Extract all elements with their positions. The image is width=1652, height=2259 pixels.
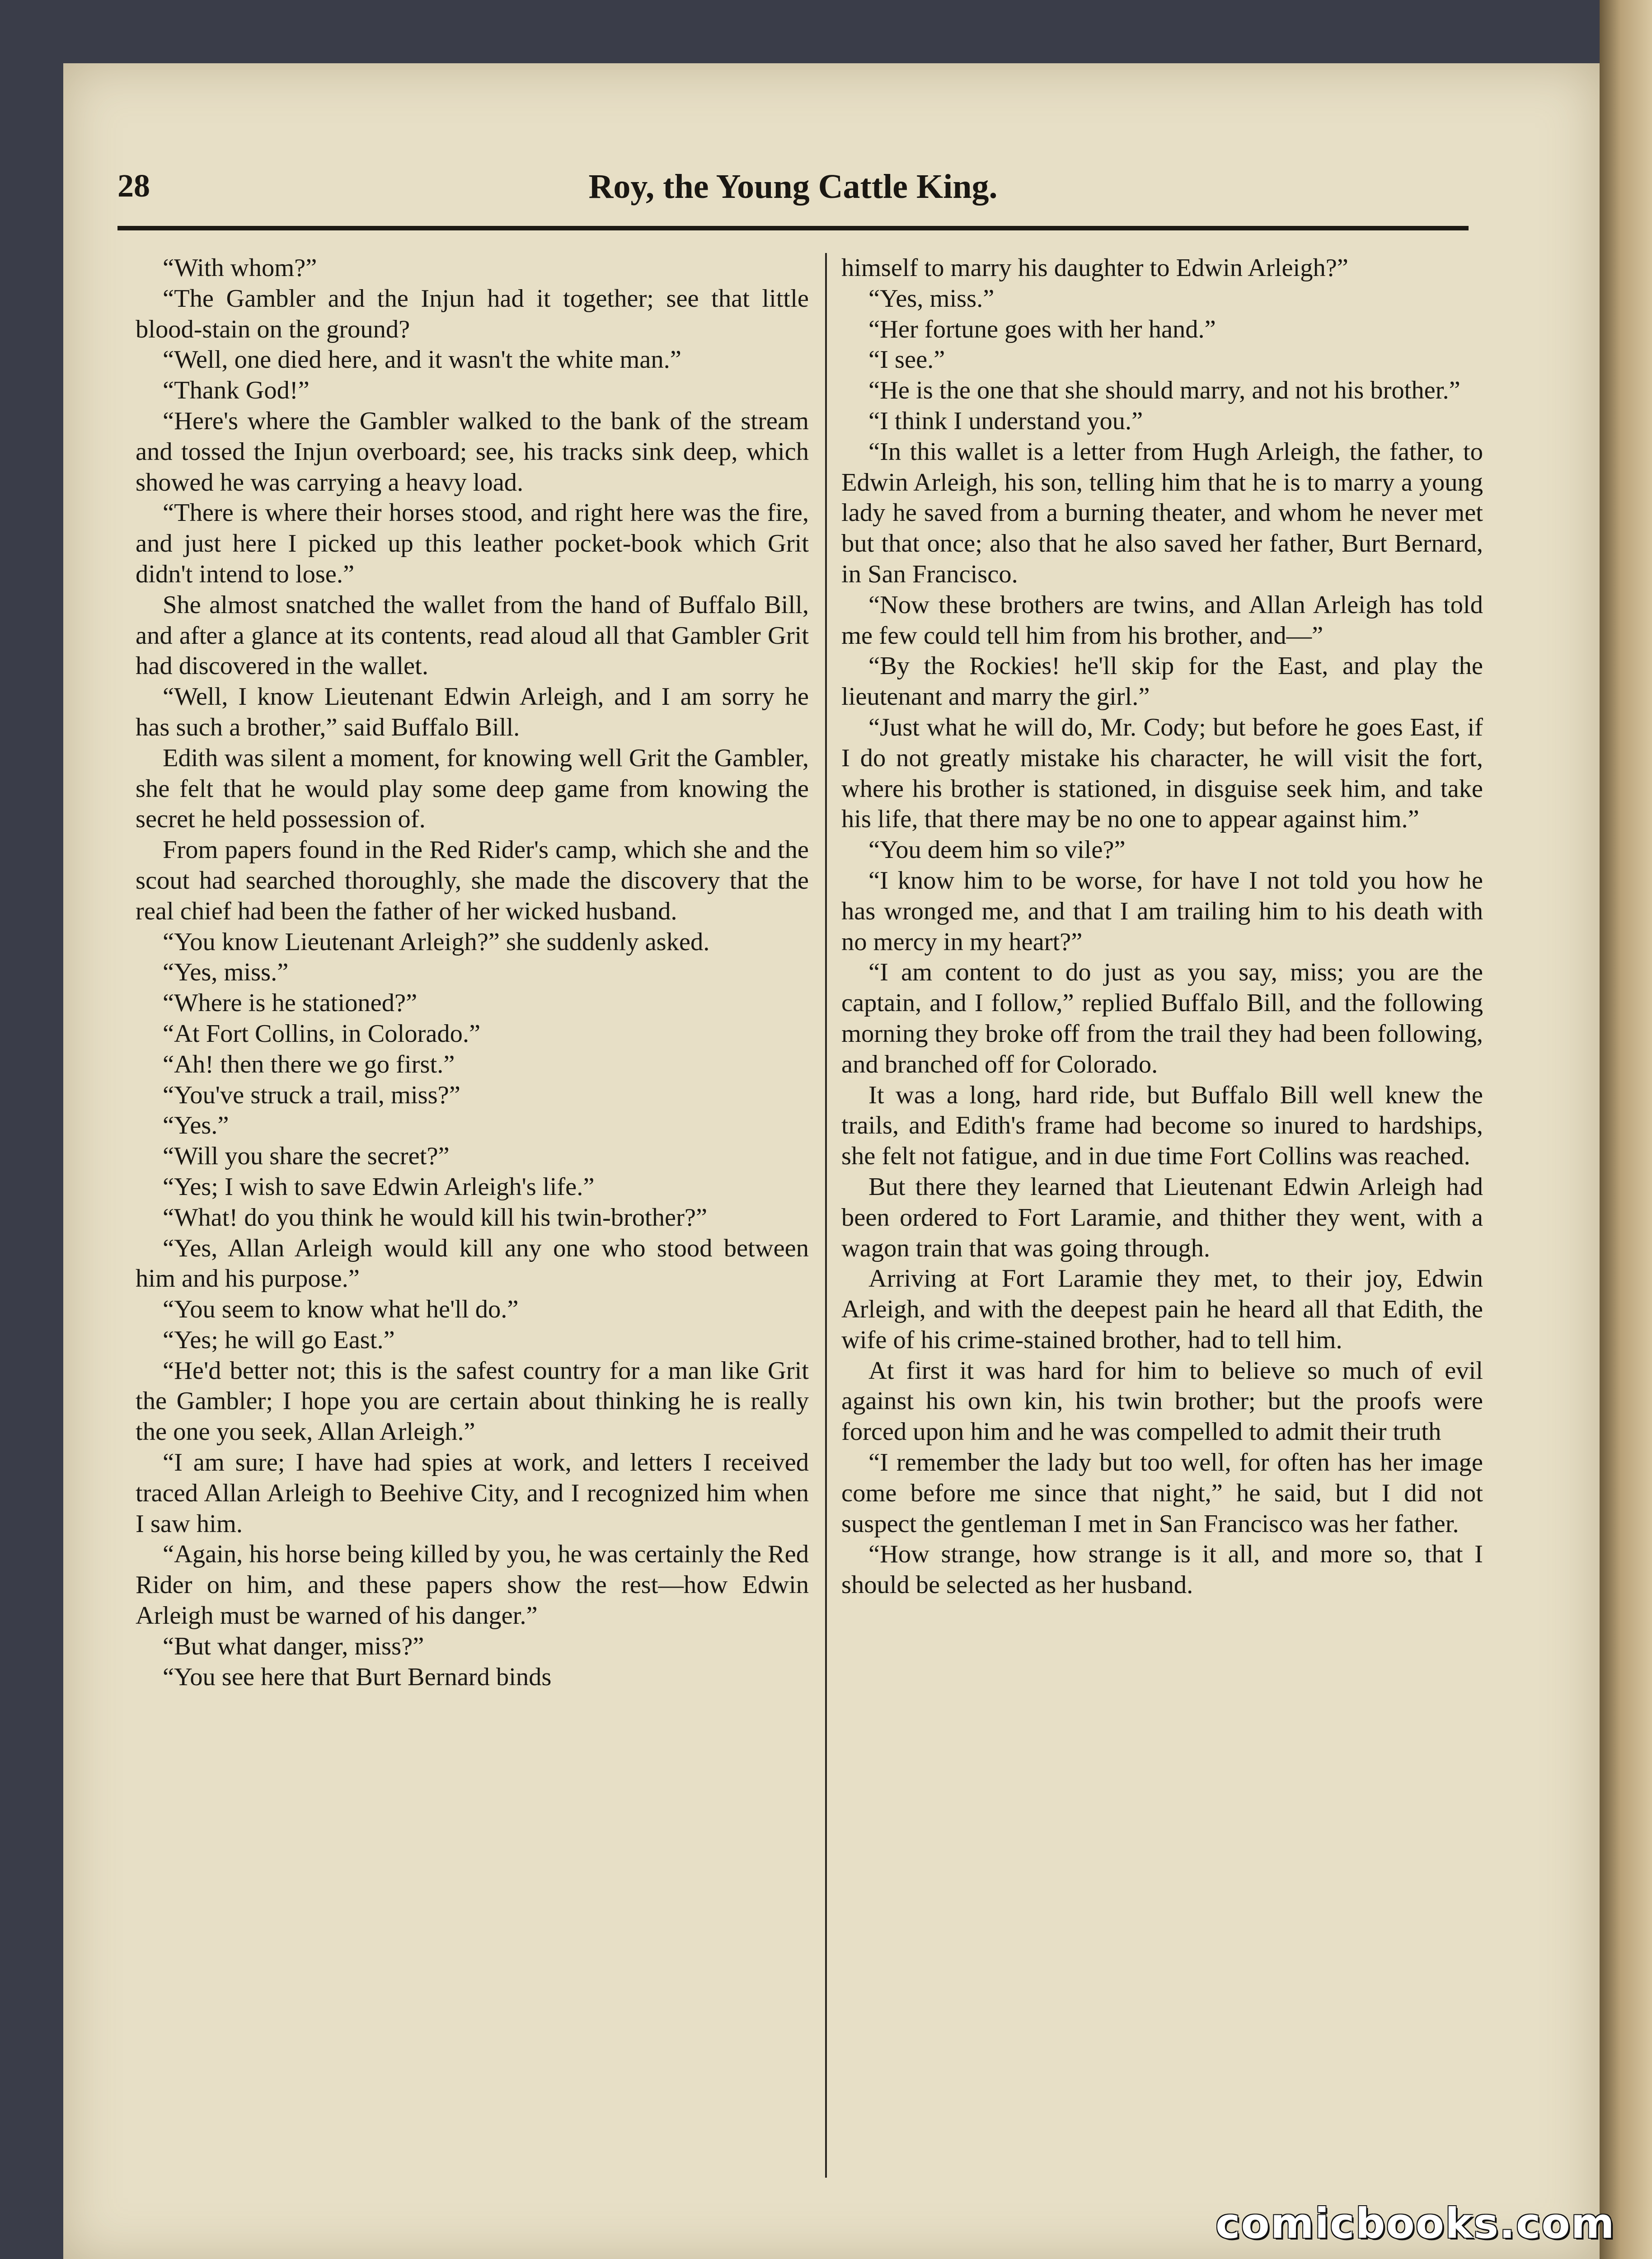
paragraph: From papers found in the Red Rider's camp, which she and the scout had searched thoroughly, she made the discovery that the real chief had been the father of her wicked husband. [136, 836, 809, 925]
paragraph: “I see.” [868, 346, 945, 374]
paragraph: “I think I understand you.” [868, 407, 1143, 435]
left-column [136, 253, 809, 2191]
paragraph: “Again, his horse being killed by you, he was certainly the Red Rider on him, and these papers show the rest—how Edwin Arleigh must be warned of his danger.” [136, 1540, 809, 1630]
paragraph: At first it was hard for him to believe so much of evil against his own kin, his twin brother; but the proofs were forced upon him and he was compelled to admit their truth [841, 1356, 1483, 1446]
paragraph: “At Fort Collins, in Colorado.” [163, 1019, 481, 1048]
paragraph: “Well, one died here, and it wasn't the white man.” [163, 346, 681, 374]
paragraph: “Just what he will do, Mr. Cody; but before he goes East, if I do not greatly mistake his character, he will visit the fort, where his brother is stationed, in disguise seek him, and take his life, that there may be no one to appear against him.” [841, 713, 1483, 834]
paragraph: “By the Rockies! he'll skip for the East, and play the lieutenant and marry the girl.” [841, 652, 1483, 711]
paragraph: But there they learned that Lieutenant Edwin Arleigh had been ordered to Fort Laramie, and thither they went, with a wagon train that was going through. [841, 1172, 1483, 1262]
paragraph: “He'd better not; this is the safest country for a man like Grit the Gambler; I hope you are certain about thinking he is really the one you seek, Allan Arleigh.” [136, 1356, 809, 1446]
paragraph: “How strange, how strange is it all, and more so, that I should be selected as her husband. [841, 1540, 1483, 1599]
paragraph: “Yes; I wish to save Edwin Arleigh's life.” [163, 1172, 595, 1201]
paragraph: “You see here that Burt Bernard binds [163, 1663, 552, 1691]
page-number: 28 [117, 168, 150, 204]
paragraph: “With whom?” [163, 254, 317, 282]
paragraph-continuation: himself to marry his daughter to Edwin Arleigh?” [841, 254, 1348, 282]
page-header [117, 167, 1469, 217]
paragraph: “The Gambler and the Injun had it together; see that little blood-stain on the ground? [136, 284, 809, 343]
paragraph: “I know him to be worse, for have I not told you how he has wronged me, and that I am trailing him to his death with no mercy in my heart?” [841, 866, 1483, 956]
paragraph: “In this wallet is a letter from Hugh Arleigh, the father, to Edwin Arleigh, his son, telling him that he is to marry a young lady he saved from a burning theater, and whom he never met but that once; also that he also saved her father, Burt Bernard, in San Francisco. [841, 437, 1483, 588]
paragraph: “Yes, miss.” [868, 284, 995, 313]
paragraph: It was a long, hard ride, but Buffalo Bill well knew the trails, and Edith's frame had become so inured to hardships, she felt not fatigue, and in due time Fort Collins was reached. [841, 1081, 1483, 1171]
paragraph: “You seem to know what he'll do.” [163, 1295, 519, 1324]
book-spine-edge [1600, 0, 1652, 2259]
paragraph: “You've struck a trail, miss?” [163, 1081, 460, 1109]
paragraph: “You deem him so vile?” [868, 836, 1126, 864]
paragraph: She almost snatched the wallet from the hand of Buffalo Bill, and after a glance at its contents, read aloud all that Gambler Grit had discovered in the wallet. [136, 591, 809, 680]
paragraph: “He is the one that she should marry, and not his brother.” [868, 376, 1460, 405]
paragraph: “Will you share the secret?” [163, 1142, 450, 1171]
paragraph: “Yes; he will go East.” [163, 1326, 395, 1354]
paragraph: “Well, I know Lieutenant Edwin Arleigh, and I am sorry he has such a brother,” said Buffalo Bill. [136, 683, 809, 741]
paragraph: “I am sure; I have had spies at work, and letters I received traced Allan Arleigh to Beehive City, and I recognized him when I saw him. [136, 1448, 809, 1538]
paragraph: “Her fortune goes with her hand.” [868, 315, 1216, 343]
paragraph: “Now these brothers are twins, and Allan Arleigh has told me few could tell him from his brother, and—” [841, 591, 1483, 650]
paragraph: “Thank God!” [163, 376, 310, 405]
paragraph: “I am content to do just as you say, miss; you are the captain, and I follow,” replied Buffalo Bill, and the following morning they broke off from the trail they had been following, and branched off for Colorado. [841, 958, 1483, 1078]
paragraph: “You know Lieutenant Arleigh?” she suddenly asked. [163, 928, 710, 956]
right-column [841, 253, 1483, 2191]
header-rule [117, 226, 1469, 230]
running-title: Roy, the Young Cattle King. [588, 168, 998, 206]
column-divider [825, 253, 827, 2178]
paragraph: “But what danger, miss?” [163, 1632, 424, 1660]
paragraph: “What! do you think he would kill his twin-brother?” [163, 1203, 708, 1232]
paragraph: “There is where their horses stood, and right here was the fire, and just here I picked up this leather pocket-book which Grit didn't intend to lose.” [136, 499, 809, 588]
paragraph: Edith was silent a moment, for knowing well Grit the Gambler, she felt that he would play some deep game from knowing the secret he held possession of. [136, 744, 809, 834]
site-watermark: comicbooks.com [1216, 2199, 1615, 2248]
paragraph: “I remember the lady but too well, for often has her image come before me since that night,” he said, but I did not suspect the gentleman I met in San Francisco was her father. [841, 1448, 1483, 1538]
paragraph: “Here's where the Gambler walked to the bank of the stream and tossed the Injun overboard; see, his tracks sink deep, which showed he was carrying a heavy load. [136, 407, 809, 497]
paragraph: “Yes.” [163, 1111, 229, 1140]
paragraph: “Ah! then there we go first.” [163, 1050, 455, 1078]
paragraph: “Yes, miss.” [163, 958, 289, 987]
paragraph: “Where is he stationed?” [163, 989, 418, 1017]
paragraph: “Yes, Allan Arleigh would kill any one who stood between him and his purpose.” [136, 1234, 809, 1293]
paragraph: Arriving at Fort Laramie they met, to their joy, Edwin Arleigh, and with the deepest pain he heard all that Edith, the wife of his crime-stained brother, had to tell him. [841, 1265, 1483, 1354]
